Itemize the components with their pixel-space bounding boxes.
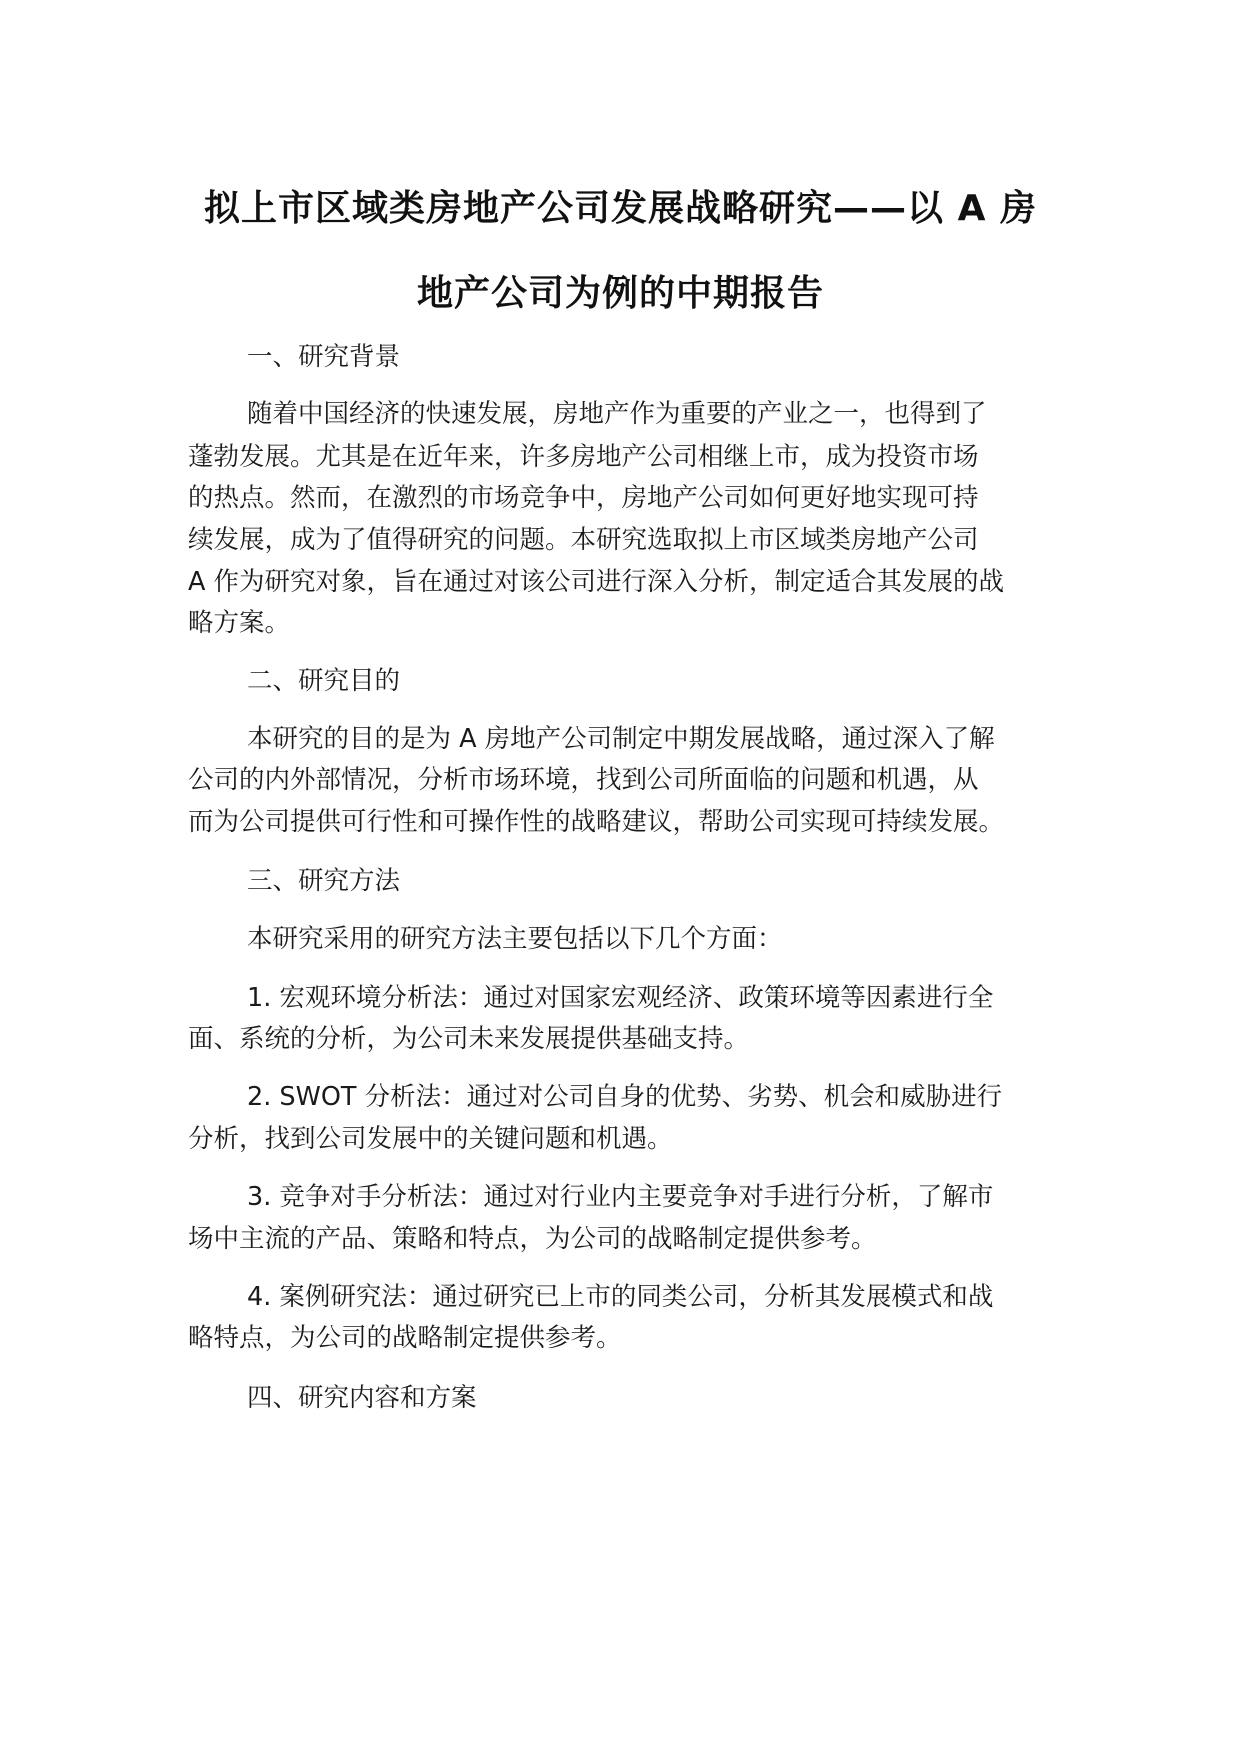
section-heading-methods: 三、研究方法 — [247, 866, 401, 896]
method-item-line: 略特点，为公司的战略制定提供参考。 — [188, 1323, 622, 1353]
method-item-line: 分析，找到公司发展中的关键问题和机遇。 — [188, 1124, 673, 1154]
method-item-line: 4. 案例研究法：通过研究已上市的同类公司，分析其发展模式和战 — [247, 1282, 994, 1312]
paragraph-line: 随着中国经济的快速发展，房地产作为重要的产业之一，也得到了 — [247, 399, 987, 429]
document-title-line-2: 地产公司为例的中期报告 — [416, 273, 824, 314]
paragraph-line: 公司的内外部情况，分析市场环境，找到公司所面临的问题和机遇，从 — [188, 765, 979, 795]
paragraph-line: 略方案。 — [188, 608, 291, 638]
method-item-line: 2. SWOT 分析法：通过对公司自身的优势、劣势、机会和威胁进行 — [247, 1082, 1003, 1112]
paragraph-line: 蓬勃发展。尤其是在近年来，许多房地产公司相继上市，成为投资市场 — [188, 442, 979, 472]
method-item-line: 场中主流的产品、策略和特点，为公司的战略制定提供参考。 — [188, 1224, 877, 1254]
method-item-line: 面、系统的分析，为公司未来发展提供基础支持。 — [188, 1024, 750, 1054]
section-heading-content: 四、研究内容和方案 — [247, 1383, 477, 1413]
section-heading-purpose: 二、研究目的 — [247, 666, 401, 696]
paragraph-line: 本研究的目的是为 A 房地产公司制定中期发展战略，通过深入了解 — [247, 724, 995, 754]
paragraph-line: 的热点。然而，在激烈的市场竞争中，房地产公司如何更好地实现可持 — [188, 483, 979, 513]
method-item-line: 1. 宏观环境分析法：通过对国家宏观经济、政策环境等因素进行全 — [247, 983, 994, 1013]
section-heading-background: 一、研究背景 — [247, 342, 401, 372]
paragraph-line: 而为公司提供可行性和可操作性的战略建议，帮助公司实现可持续发展。 — [188, 807, 1005, 837]
paragraph-line: 续发展，成为了值得研究的问题。本研究选取拟上市区域类房地产公司 — [188, 525, 979, 555]
document-title-line-1: 拟上市区域类房地产公司发展战略研究——以 A 房 — [204, 188, 1037, 229]
method-item-line: 3. 竞争对手分析法：通过对行业内主要竞争对手进行分析，了解市 — [247, 1182, 994, 1212]
paragraph-line: A 作为研究对象，旨在通过对该公司进行深入分析，制定适合其发展的战 — [188, 567, 1005, 597]
methods-intro: 本研究采用的研究方法主要包括以下几个方面： — [247, 924, 783, 954]
